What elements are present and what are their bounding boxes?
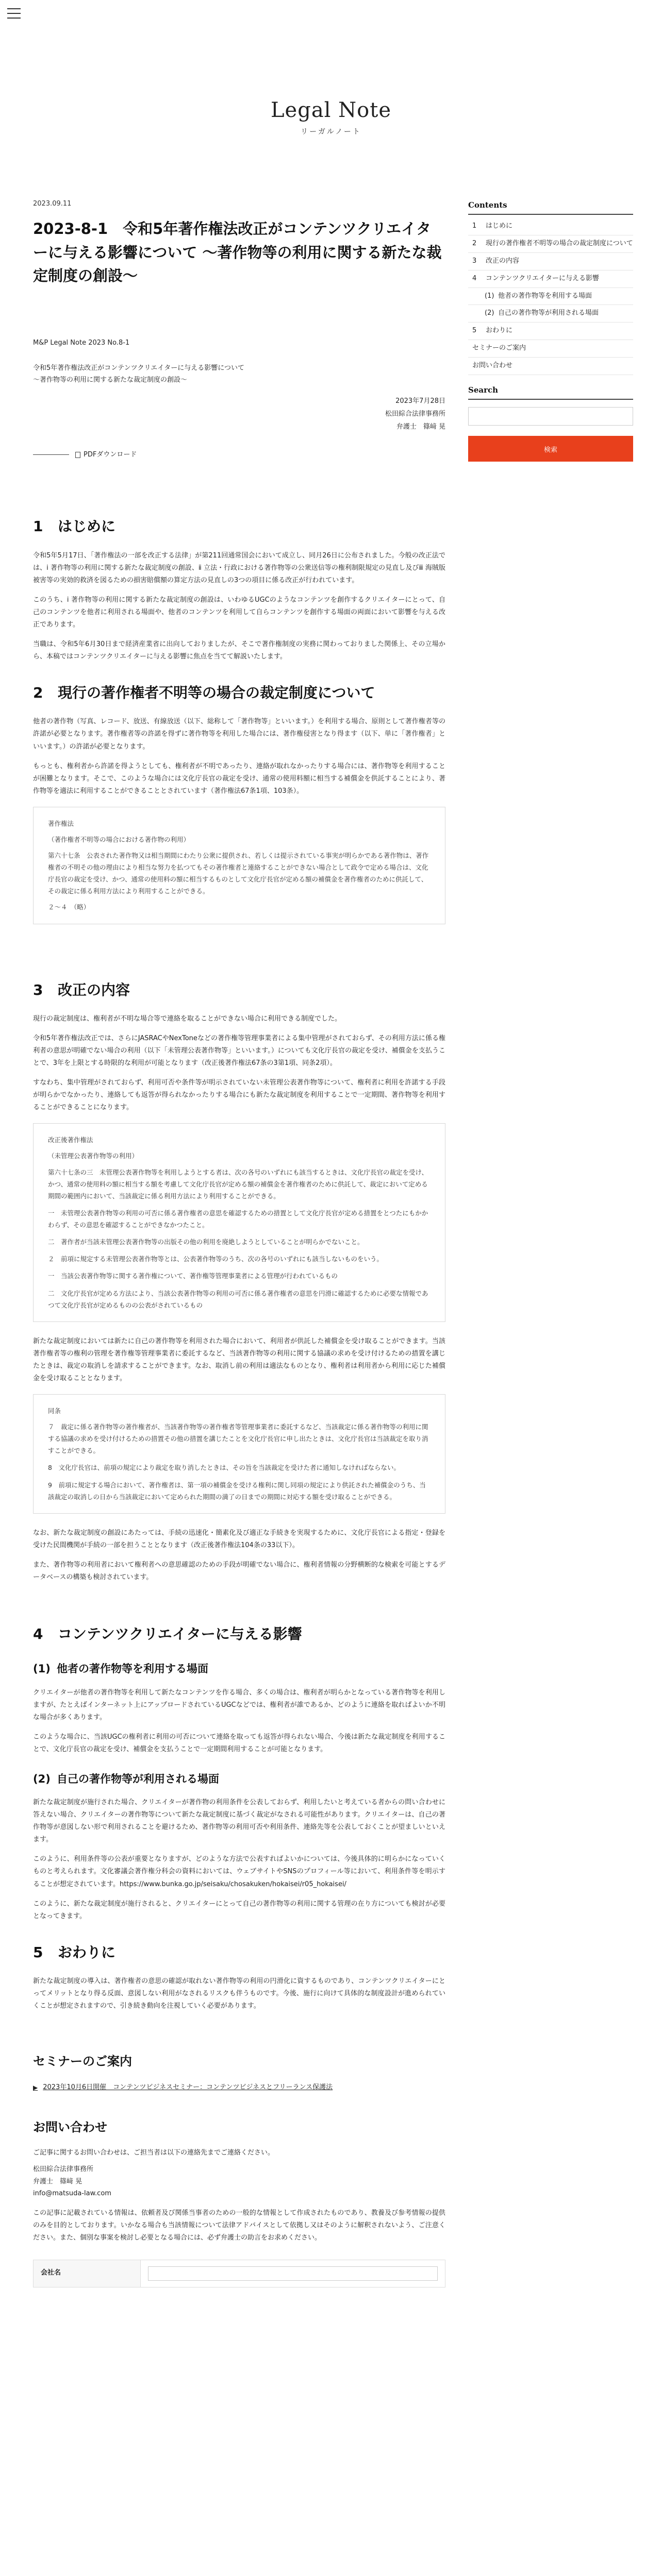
contact-info (33, 2163, 445, 2199)
toc-item[interactable]: 2 現行の著作権者不明等の場合の裁定制度について (468, 235, 633, 253)
toc-item[interactable]: 5 おわりに (468, 323, 633, 340)
paragraph: このように、利用条件等の公表が重要となりますが、どのような方法で公表すればよいかについては、今後具体的に明らかになっていくものと考えられます。文化審議会著作権分科会の資料においては、ウェブサイトやSNSのプロフィール等において、利用条件等を明示することが想定されています。https://www.bunka.go.jp/seisaku/chosakuken/hokaisei/r05_hokaisei/ (33, 1855, 445, 1888)
paragraph: 新たな裁定制度が施行された場合、クリエイターが著作物の利用条件を公表しておらず、利用したいと考えている者からの問い合わせに答えない場合、クリエイターの著作物等について新たな裁定制度に基づく裁定がなされる可能性があります。クリエイターは、自己の著作物等が意図しない形で利用されることを避けるため、著作物等の利用可否や利用条件、連絡先等を公表しておくことが望ましいといえます。 (33, 1799, 445, 1844)
section-heading-2: 2 現行の著作権者不明等の場合の裁定制度について (33, 684, 375, 702)
section-heading-4: 4 コンテンツクリエイターに与える影響 (33, 1625, 302, 1643)
toc (468, 218, 633, 375)
seminar-link-label: 2023年10月6日開催 コンテンツビジネスセミナー：コンテンツビジネスとフリーランス保護法 (43, 2083, 333, 2092)
paragraph: 新たな裁定制度の導入は、著作権者の意思の確認が取れない著作物等の利用の円滑化に資するものであり、コンテンツクリエイターにとってメリットとなり得る反面、意図しない利用がなされるリスクも伴うものです。今後、施行に向けて具体的な制度設計が進められていくことが想定されますので、引き続き動向を注視していく必要があります。 (33, 1977, 445, 2010)
toc-item[interactable]: お問い合わせ (468, 358, 633, 375)
toc-item[interactable]: (1) 他者の著作物等を利用する場面 (468, 288, 633, 306)
company-name-cell (140, 2260, 445, 2287)
search-button[interactable]: 検索 (468, 436, 633, 462)
statute-quote: 著作権法 （著作権者不明等の場合における著作物の利用） 第六十七条 公表された著作物又は相当期間にわたり公衆に提供され、若しくは提示されている事実が明らかである著作物は、著作権者の不明その他の理由により相当な努力を払つてもその著作権者と連絡することができない場合として政令で定める場合は、文化庁長官の裁定を受け、かつ、通常の使用料の額に相当するものとして文化庁長官が定める額の補償金を著作権者のために供託して、その裁定に係る利用方法により利用することができる。 ２〜４ （略） (33, 807, 445, 924)
paragraph: 令和5年5月17日、「著作権法の一部を改正する法律」が第211回通常国会において成立し、同月26日に公布されました。今般の改正法では、ⅰ 著作物等の利用に関する新たな裁定制度の創設、ⅱ 立法・行政における著作物等の公衆送信等の権利制限規定の見直し及びⅲ 海賊版被害等の実効的救済を図るための損害賠償額の算定方法の見直しの3つの項目に係る改正が行われています。 (33, 551, 445, 584)
paragraph: すなわち、集中管理がされておらず、利用可否や条件等が明示されていない未管理公表著作物等について、権利者に利用を許諾する手段が明らかでなかったり、連絡しても返答が得られなかったりする場合にも新たな裁定制度を利用することで一定期間、著作物等を利用することができることになります。 (33, 1079, 445, 1112)
paragraph: 令和5年著作権法改正では、さらにJASRACやNexToneなどの著作権等管理事業者による集中管理がされておらず、その利用方法に係る権利者の意思が明確でない場合の利用（以下「未管理公表著作物等」といいます。）についても文化庁長官の裁定を受け、補償金を支払うことで、3年を上限とする時限的な利用が可能となります（改正後著作権法67条の3第1項、同条2項）。 (33, 1035, 445, 1067)
paragraph: 新たな裁定制度においては新たに自己の著作物等を利用された場合において、利用者が供託した補償金を受け取ることができます。当該著作権者等の権利の管理を著作権等管理事業者に委託するなど、当該著作物等の利用に関する協議の求めを受け付けるための措置を講じたときは、裁定の取消しを請求することができます。なお、取消し前の利用は適法なものとなり、権利者は利用者から利用に応じた補償金を受け取ることとなります。 (33, 1337, 445, 1382)
contact-intro: ご記事に関するお問い合わせは、ご担当者は以下の連絡先までご連絡ください。 (33, 2149, 275, 2157)
search-heading: Search (468, 383, 633, 400)
post-date: 2023.09.11 (33, 200, 72, 208)
pdf-icon (75, 452, 80, 458)
section-heading-5: 5 おわりに (33, 1943, 116, 1961)
doc-meta (33, 395, 445, 433)
paragraph: 当職は、令和5年6月30日まで経済産業省に出向しておりましたが、そこで著作権制度の実務に関わっておりました関係上、その立場から、本稿ではコンテンツクリエイターに与える影響に焦点を当てて解説いたします。 (33, 640, 445, 660)
toc-item[interactable]: セミナーのご案内 (468, 340, 633, 358)
subsection-body-4-2 (33, 1797, 445, 1922)
company-name-input[interactable] (148, 2266, 438, 2281)
company-name-label: 会社名 (34, 2260, 141, 2287)
toc-item[interactable]: (2) 自己の著作物等が利用される場面 (468, 305, 633, 323)
doc-number: M&P Legal Note 2023 No.8-1 (33, 339, 130, 347)
doc-date: 2023年7月28日 (395, 397, 445, 405)
section-heading-3: 3 改正の内容 (33, 981, 130, 998)
toc-item[interactable]: 3 改正の内容 (468, 253, 633, 270)
statute-quote: 同条 ７ 裁定に係る著作物等の著作権者が、当該著作物等の著作権者等管理事業者に委託するなど、当該裁定に係る著作物等の利用に関する協議の求めを受け付けるための措置その他の措置を講じたことを文化庁長官に申し出たときは、文化庁長官は当該裁定を取り消すことができる。 8 文化庁長官は、前項の規定により裁定を取り消したときは、その旨を当該裁定を受けた者に通知しなければならない。 9 前項に規定する場合において、著作権者は、第一項の補償金を受ける権利に関し同項の規定により供託された補償金のうち、当該裁定の取消しの日から当該裁定において定められた期間の満了の日までの期間に対応する額を受け取ることができる。 (33, 1394, 445, 1514)
disclaimer: この記事に記載されている情報は、依頼者及び関係当事者のための一般的な情報として作成されたものであり、教養及び参考情報の提供のみを目的としております。いかなる場合も当該情報について法律アドバイスとして依拠し又はそのように解釈されないよう、ご注意ください。また、個別な事案を検討し必要となる場合には、必ず弁護士の助言をお求めください。 (33, 2209, 445, 2242)
contents-heading: Contents (468, 198, 633, 215)
site-header (0, 98, 662, 139)
article (33, 198, 445, 2287)
doc-subtitle: 〜著作物等の利用に関する新たな裁定制度の創設〜 (33, 376, 188, 384)
contact-form (33, 2260, 445, 2287)
section-body-1 (33, 550, 445, 663)
section-heading-1: 1 はじめに (33, 518, 116, 535)
contact-person: 弁護士 篠﨑 晃 (33, 2177, 82, 2185)
doc-author: 弁護士 篠﨑 晃 (396, 422, 445, 431)
arrow-right-icon: ▶ (33, 2084, 38, 2092)
subsection-heading-4-2: (2) 自己の著作物等が利用される場面 (33, 1772, 219, 1785)
doc-title: 令和5年著作権法改正がコンテンツクリエイターに与える影響について (33, 364, 244, 372)
paragraph: クリエイターが他者の著作物等を利用して新たなコンテンツを作る場合、多くの場合は、権利者が明らかとなっている著作物等を利用しますが、たとえばインターネット上にアップロードされているUGCなどでは、権利者が誰であるか、どのように連絡を取ればよいか不明な場合が多くあります。 (33, 1688, 445, 1721)
paragraph: このうち、ⅰ 著作物等の利用に関する新たな裁定制度の創設は、いわゆるUGCのようなコンテンツを創作するクリエイターにとって、自己のコンテンツを他者に利用される場面や、他者のコンテンツを利用して自らコンテンツを創作する場面の両面において影響を与える改正であります。 (33, 596, 445, 629)
subsection-heading-4-1: (1) 他者の著作物等を利用する場面 (33, 1663, 208, 1675)
paragraph: 他者の著作物（写真、レコード、放送、有線放送（以下、総称して「著作物等」といいます。）を利用する場合、原則として著作権者等の許諾が必要となります。著作権者等の許諾を得ずに著作物等を利用した場合には、著作権侵害となり得ます（以下、単に「著作権者」といいます。）の許諾が必要となります。 (33, 718, 445, 751)
statute-quote: 改正後著作権法 （未管理公表著作物等の利用） 第六十七条の三 未管理公表著作物等を利用しようとする者は、次の各号のいずれにも該当するときは、文化庁長官の裁定を受け、かつ、通常の使用料の額に相当する額を考慮して文化庁長官が定める額の補償金を著作権者のために供託して、裁定において定める期間の範囲内において、当該裁定に係る利用方法により利用することができる。 一 未管理公表著作物等の利用の可否に係る著作権者の意思を確認するための措置として文化庁長官が定める措置をとつたにもかかわらず、その意思を確認することができなかつたこと。 二 著作者が当該未管理公表著作物等の出版その他の利用を廃絶しようとしていることが明らかでないこと。 ２ 前項に規定する未管理公表著作物等とは、公表著作物等のうち、次の各号のいずれにも該当しないものをいう。 一 当該公表著作物等に関する著作権について、著作権等管理事業者による管理が行われているもの 二 文化庁長官が定める方法により、当該公表著作物等の利用の可否に係る著作権者の意思を円滑に確認するために必要な情報であつて文化庁長官が定めるものの公表がされているもの (33, 1123, 445, 1322)
section-body-3 (33, 1013, 445, 1584)
search-input[interactable] (468, 407, 633, 426)
subsection-body-4-1 (33, 1687, 445, 1756)
paragraph: このような場合に、当該UGCの権利者に利用の可否について連絡を取っても返答が得られない場合、今後は新たな裁定制度を利用することで、文化庁長官の裁定を受け、補償金を支払うことで一定期間利用することが可能となります。 (33, 1733, 445, 1753)
pdf-download-label: PDFダウンロード (84, 450, 137, 459)
seminar-link[interactable] (33, 2082, 445, 2094)
seminar-heading: セミナーのご案内 (33, 2054, 132, 2069)
paragraph: もっとも、権利者から許諾を得ようとしても、権利者が不明であったり、連絡が取れなかったりする場合には、著作物等を利用することが困難となります。そこで、このような場合には文化庁長官の裁定を受け、通常の使用料額に相当する補償金を供託することにより、著作物等を適法に利用することができることとされています（著作権法67条1項、103条）。 (33, 762, 445, 795)
menu-icon[interactable] (7, 8, 21, 20)
sidebar (468, 198, 633, 462)
contact-heading: お問い合わせ (33, 2120, 107, 2135)
section-body-2 (33, 716, 445, 924)
doc-firm: 松田綜合法律事務所 (385, 410, 445, 418)
paragraph: このように、新たな裁定制度が施行されると、クリエイターにとって自己の著作物等の利用に関する管理の在り方についても検討が必要となってきます。 (33, 1900, 445, 1920)
divider (33, 454, 69, 455)
section-body-5 (33, 1975, 445, 2012)
contact-email[interactable]: info@matsuda-law.com (33, 2190, 111, 2198)
site-logo-sub: リーガルノート (301, 128, 361, 136)
toc-item[interactable]: 4 コンテンツクリエイターに与える影響 (468, 270, 633, 288)
post-title: 2023-8-1 令和5年著作権法改正がコンテンツクリエイターに与える影響について 〜著作物等の利用に関する新たな裁定制度の創設〜 (33, 219, 442, 285)
pdf-download-link[interactable] (33, 449, 445, 461)
paragraph: なお、新たな裁定制度の創設にあたっては、手続の迅速化・簡素化及び適正な手続きを実現するために、文化庁長官による指定・登録を受けた民間機関が手続の一部を担うこととなります（改正後著作権法104条の33以下）。 (33, 1529, 445, 1549)
contact-firm: 松田綜合法律事務所 (33, 2165, 94, 2174)
paragraph: 現行の裁定制度は、権利者が不明な場合等で連絡を取ることができない場合に利用できる制度でした。 (33, 1014, 342, 1023)
paragraph: また、著作物等の利用者において権利者への意思確認のための手段が明確でない場合に、権利者情報の分野横断的な検索を可能とするデータベースの構築も検討されています。 (33, 1561, 445, 1581)
site-logo[interactable]: Legal Note (270, 98, 392, 122)
toc-item[interactable]: 1 はじめに (468, 218, 633, 235)
